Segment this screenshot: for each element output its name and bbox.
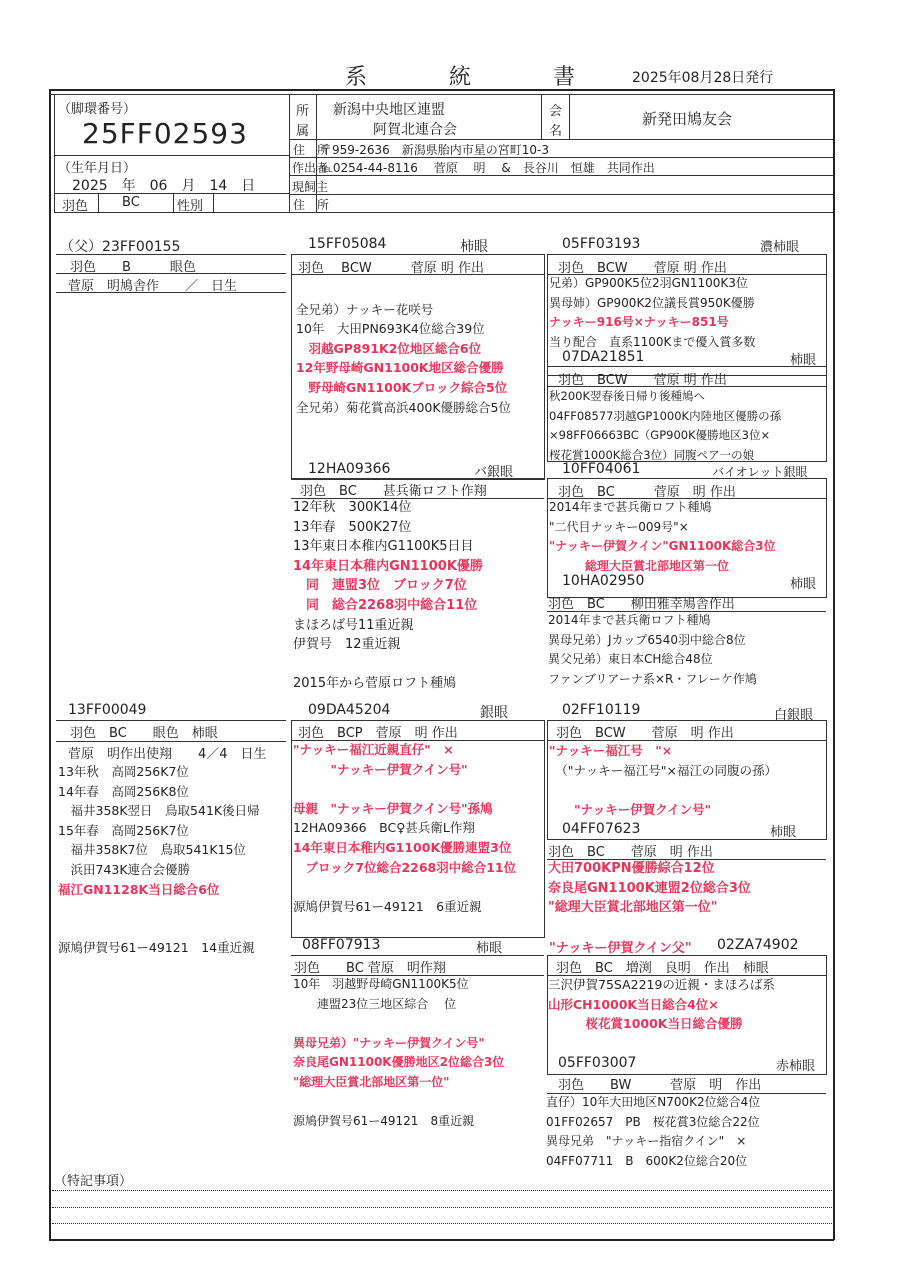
ds-note-line [293,877,516,897]
affiliation-label: 所 [296,104,310,119]
ring-number-label: （脚環番号） [58,102,137,117]
dam-note-line: 14年春 高岡256K8位 [58,783,189,799]
sire-ring: （父）23FF00155 [60,239,181,255]
sdd-note-line: ファンブリアーナ系×R・フレーケ作鳩 [548,671,757,686]
ds-note-line: "ナッキー伊賀クイン号" [293,761,468,777]
dam-dam-color: 羽色 BC 菅原 明作翔 [294,961,446,976]
ssd-note-line: 桜花賞1000K総合3位）同腹ペア一の娘 [549,447,755,462]
sd-note-line: まほろば号11重近親 [293,617,414,633]
color-label: 羽色 [62,199,89,214]
sss-note-line: 兄弟）GP900K5位2羽GN1100K3位 [549,276,748,290]
dds-note-line: 三沢伊賀75SA2219の近親・まほろば系 [548,977,775,992]
dam-dam-dam-color: 羽色 BW 菅原 明 作出 [558,1078,762,1093]
ds-note-line: 12HA09366 BC♀甚兵衛L作翔 [293,820,475,836]
sire-dam-sire-eye: バイオレット銀眼 [712,465,808,479]
ssd-note-line: 秋200K翌春後日帰り後種鳩へ [549,389,705,403]
sex-label: 性別 [177,199,204,214]
sss-note-line: ナッキー916号×ナッキー851号 [549,315,729,330]
ds-note-line: 14年東日本稚内G1100K優勝連盟3位 [293,839,512,855]
sire-color: 羽色 B 眼色 [70,260,196,275]
ss-note-line: 12年野母崎GN1100K地区総合優勝 [296,360,504,376]
dam-sire-sire-notes [549,741,777,819]
dss-note-line: "ナッキー福江号 "× [549,743,673,758]
sire-dam-notes [293,498,483,694]
sd-note-line: 14年東日本稚内GN1100K優勝 [293,558,483,574]
sd-note-line: 同 連盟3位 ブロック7位 [293,578,467,594]
special-notes-label: （特記事項） [54,1174,133,1189]
sd-note-line: 13年春 500K27位 [293,519,412,535]
sire-sire-sire-ring: 05FF03193 [562,236,641,252]
dam-note-line [58,919,260,939]
club-label: 会 [549,104,563,119]
dam-note-line: 13年秋 高岡256K7位 [58,764,189,779]
color-value: BC [122,195,140,210]
dd-note-line: 10年 羽越野母崎GN1100K5位 [293,977,469,991]
sire-dam-dam-color: 羽色 BC 柳田雅幸鳩舎作出 [548,597,735,612]
club-name: 新発田鳩友会 [642,110,733,128]
dsd-note-line: "総理大臣賞北部地区第一位" [548,900,718,916]
dam-sire-dam-eye: 柿眼 [770,825,797,840]
dam-dam-dam-notes [546,1093,760,1171]
sire-sire-dam-notes [549,387,781,465]
sdd-note-line: 2014年まで甚兵衛ロフト種鳩 [548,613,711,627]
dds-note-line: 山形CH1000K当日総合4位× [548,996,719,1012]
dss-note-line: "ナッキー伊賀クイン号" [549,801,712,817]
affiliation-line1: 新潟中央地区連盟 [333,102,445,118]
sire-sire-sire-eye: 濃柿眼 [760,240,800,255]
birth-date-label: （生年月日） [58,161,137,176]
affiliation-line2: 阿賀北連合会 [373,122,457,138]
dam-note-line: 福井358K翌日 鳥取541K後日帰 [58,803,260,819]
club-label-2: 名 [549,124,563,139]
dam-note-line [58,899,260,919]
sire-sire-sire-color: 羽色 BCW 菅原 明 作出 [558,261,727,276]
sire-dam-sire-color: 羽色 BC 菅原 明 作出 [558,485,736,500]
dam-sire-notes [293,740,516,916]
sire-sire-dam-ring: 07DA21851 [562,349,645,365]
dd-note-line: 連盟23位三地区綜合 位 [293,996,457,1011]
dam-note-line: 福井358K7位 鳥取541K15位 [58,842,246,858]
ss-note-line: 全兄弟）ナッキー花咲号 [296,301,434,317]
dam-color: 羽色 BC 眼色 柿眼 [70,726,218,741]
sss-note-line: 当り配合 直系1100Kまで優入賞多数 [549,334,756,349]
ssd-note-line: 04FF08577羽越GP1000K内陸地区優勝の孫 [549,408,782,423]
dd-note-line [293,1093,504,1113]
sd-note-line: 2015年から菅原ロフト種鳩 [293,676,457,692]
sss-note-line: 異母姉）GP900K2位議長賞950K優勝 [549,295,755,310]
dam-note-line: 浜田743K連合会優勝 [58,861,191,877]
dam-dam-notes [293,975,504,1132]
dds-note-line: 桜花賞1000K当日総合優勝 [548,1016,743,1032]
sd-note-line [293,655,483,675]
sire-sire-dam-eye: 柿眼 [790,353,817,368]
sire-dam-sire-ring: 10FF04061 [562,461,641,477]
document-title: 系 統 書 [345,65,606,90]
breeder-value: ℡0254-44-8116 菅原 明 & 長谷川 恒雄 共同作出 [320,161,655,175]
ss-note-line: 野母崎GN1100Kブロック綜合5位 [296,379,508,395]
dss-note-line: （"ナッキー福江号"×福江の同腹の孫） [549,762,777,778]
ss-note-line [296,280,511,300]
sdd-note-line: 異父兄弟）東日本CH総合48位 [548,652,713,667]
dam-sire-sire-eye: 白銀眼 [774,708,814,723]
sire-sire-eye: 柿眼 [460,239,488,255]
dam-sire-dam-color: 羽色 BC 菅原 明 作出 [548,845,713,860]
ss-note-line: 羽越GP891K2位地区総合6位 [296,340,482,356]
address-value: 〒959-2636 新潟県胎内市星の宮町10-3 [320,143,550,157]
sire-sire-dam-color: 羽色 BCW 菅原 明 作出 [558,373,727,388]
dam-dam-sire-prefix: "ナッキー伊賀クイン父" [549,941,692,956]
dam-notes [58,762,260,958]
ss-note-line: 全兄弟）菊花賞高浜400K優勝総合5位 [296,399,512,415]
dsd-note-line: 奈良尾GN1100K連盟2位総合3位 [548,880,751,896]
sd-note-line: 同 総合2268羽中総合11位 [293,597,478,613]
sd-note-line: 伊賀号 12重近親 [293,637,401,653]
dam-ring: 13FF00049 [68,702,147,718]
dss-note-line [549,780,777,800]
dam-dam-ring: 08FF07913 [302,937,381,953]
sdd-note-line: 異母兄弟）Jカップ6540羽中総合8位 [548,632,746,647]
sire-dam-dam-notes [548,611,757,689]
dam-sire-color: 羽色 BCP 菅原 明 作出 [298,726,458,741]
sire-dam-dam-ring: 10HA02950 [562,573,645,589]
dam-dam-sire-ring: 02ZA74902 [717,937,799,953]
sire-dam-dam-eye: 柿眼 [790,577,817,592]
sd-note-line: 13年東日本稚内G1100K5日目 [293,539,474,555]
sire-sire-notes [296,280,511,417]
dd-note-line: 源鳩伊賀号61ー49121 8重近親 [293,1114,475,1129]
sire-sire-color: 羽色 BCW 菅原 明 作出 [298,261,485,276]
sds-note-line: "二代目ナッキー009号"× [549,519,689,534]
ddd-note-line: 直仔）10年大田地区N700K2位総合4位 [546,1095,761,1109]
dam-sire-sire-ring: 02FF10119 [562,702,641,718]
owner-label: 現飼主 [292,180,329,194]
ds-note-line: 母親 "ナッキー伊賀クイン号"孫鳩 [293,800,493,816]
dd-note-line: "総理大臣賞北部地区第一位" [293,1074,450,1089]
ssd-note-line: ×98FF06663BC（GP900K優勝地区3位× [549,428,771,443]
ddd-note-line: 異母兄弟 "ナッキー指宿クイン" × [546,1134,747,1149]
dam-sire-sire-color: 羽色 BCW 菅原 明 作出 [556,726,734,741]
dam-dam-sire-notes [548,975,775,1034]
owner-address-label: 住 所 [293,198,330,212]
ddd-note-line: 04FF07711 B 600K2位総合20位 [546,1153,748,1168]
sd-note-line: 12年秋 300K14位 [293,500,412,515]
ss-note-line: 10年 大田PN693K4位総合39位 [296,321,485,337]
dsd-note-line: 大田700KPN優勝綜合12位 [548,861,715,876]
sds-note-line: 総理大臣賞北部地区第一位 [549,558,730,573]
ds-note-line: ブロック7位総合2268羽中総合11位 [293,859,517,875]
address-label: 住 所 [293,143,330,157]
ds-note-line: 源鳩伊賀号61ー49121 6重近親 [293,898,482,914]
dd-note-line: 異母兄弟）"ナッキー伊賀クイン号" [293,1035,485,1050]
sire-sire-sire-notes [549,274,755,352]
dam-sire-ring: 09DA45204 [308,702,391,718]
ring-number: 25FF02593 [82,117,248,150]
affiliation-label-2: 属 [296,124,310,139]
dam-dam-eye: 柿眼 [476,941,503,956]
ds-note-line [293,779,516,799]
dam-dam-dam-eye: 赤柿眼 [776,1059,816,1074]
dam-note-line: 福江GN1128K当日総合6位 [58,881,220,897]
sds-note-line: "ナッキー伊賀クイン"GN1100K総合3位 [549,539,776,554]
birth-date: 2025 年 06 月 14 日 [72,178,256,194]
ddd-note-line: 01FF02657 PB 桜花賞3位総合22位 [546,1114,760,1129]
dam-sire-dam-ring: 04FF07623 [562,821,641,837]
dd-note-line: 奈良尾GN1100K優勝地区2位総合3位 [293,1055,505,1070]
dd-note-line [293,1014,504,1034]
sire-breeder: 菅原 明鳩舎作 ／ 日生 [68,279,238,294]
sds-note-line: 2014年まで甚兵衛ロフト種鳩 [549,500,712,514]
sire-dam-eye: バ銀眼 [474,465,514,480]
ds-note-line: "ナッキー福江近親直仔" × [293,742,454,757]
dam-note-line: 源鳩伊賀号61ー49121 14重近親 [58,940,255,956]
dam-sire-dam-notes [548,859,751,918]
dam-dam-dam-ring: 05FF03007 [558,1055,637,1071]
issue-date: 2025年08月28日発行 [632,70,774,86]
breeder-label: 作出者 [292,161,329,175]
dam-dam-sire-color: 羽色 BC 増渕 良明 作出 柿眼 [556,961,769,976]
dam-sire-eye: 銀眼 [480,705,508,721]
sire-dam-ring: 12HA09366 [308,461,391,477]
sire-dam-color: 羽色 BC 甚兵衛ロフト作翔 [300,484,487,499]
sire-dam-sire-notes [549,498,776,576]
dam-breeder: 菅原 明作出使翔 4／4 日生 [68,747,267,762]
sire-sire-ring: 15FF05084 [308,236,387,252]
dam-note-line: 15年春 高岡256K7位 [58,822,189,838]
